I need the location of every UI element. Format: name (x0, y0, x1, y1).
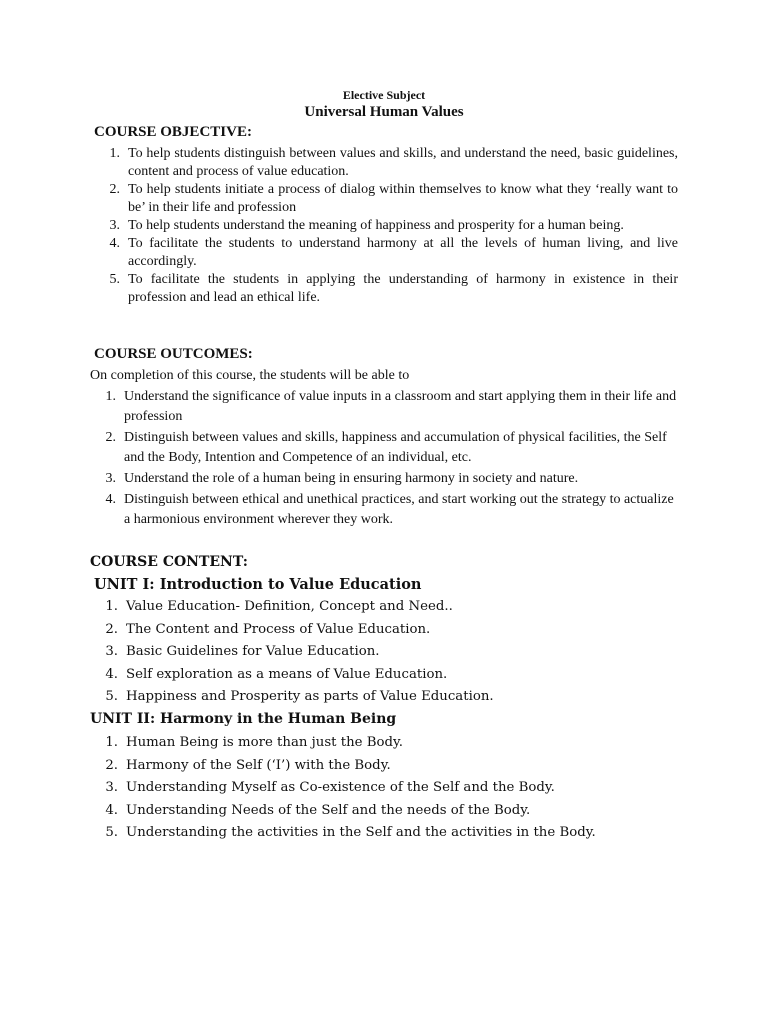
objective-list (96, 145, 678, 307)
list-item: 2. The Content and Process of Value Education. (105, 621, 431, 637)
list-item: 5. Understanding the activities in the Self and the activities in the Body. (105, 825, 596, 841)
unit1-list (94, 596, 694, 709)
list-item: 5. To facilitate the students in applying the understanding of harmony in existence in their profession and lead an ethical life. (109, 272, 678, 305)
outcomes-intro: On completion of this course, the students will be able to (90, 368, 410, 383)
content-heading: COURSE CONTENT: (90, 554, 248, 570)
list-item: 2. Distinguish between values and skills, happiness and accumulation of physical facilities, the Self and the Body, Intention and Competence of an individual, etc. (105, 430, 667, 465)
outcomes-list (92, 387, 678, 531)
unit2-title: UNIT II: Harmony in the Human Being (90, 711, 397, 727)
unit1-title: UNIT I: Introduction to Value Education (94, 576, 422, 593)
objective-heading: COURSE OBJECTIVE: (94, 124, 252, 140)
list-item: 4. To facilitate the students to understand harmony at all the levels of human living, and live accordingly. (109, 236, 678, 269)
list-item: 3. To help students understand the meaning of happiness and prosperity for a human being. (109, 218, 624, 233)
list-item: 1. Human Being is more than just the Body. (105, 735, 404, 750)
list-item: 1. Understand the significance of value inputs in a classroom and start applying them in their life and profession (105, 389, 677, 424)
document-title: Universal Human Values (304, 104, 464, 120)
list-item: 4. Self exploration as a means of Value Education. (105, 666, 448, 682)
outcomes-heading: COURSE OUTCOMES: (94, 346, 253, 362)
list-item: 3. Understand the role of a human being in ensuring harmony in society and nature. (105, 471, 579, 486)
list-item: 1. Value Education- Definition, Concept and Need.. (105, 599, 453, 614)
list-item: 5. Happiness and Prosperity as parts of Value Education. (105, 689, 494, 705)
list-item: 2. To help students initiate a process of dialog within themselves to know what they ‘really want to be’ in their life and profession (109, 182, 678, 215)
list-item: 4. Distinguish between ethical and unethical practices, and start working out the strategy to actualize a harmonious environment wherever they work. (105, 492, 674, 527)
list-item: 4. Understanding Needs of the Self and the needs of the Body. (105, 802, 531, 818)
list-item: 1. To help students distinguish between values and skills, and understand the need, basic guidelines, content and process of value education. (109, 146, 678, 179)
list-item: 3. Basic Guidelines for Value Education. (105, 644, 380, 660)
document-kicker: Elective Subject (342, 88, 426, 102)
list-item: 2. Harmony of the Self (‘I’) with the Body. (105, 757, 391, 773)
unit2-list (94, 732, 694, 845)
list-item: 3. Understanding Myself as Co-existence of the Self and the Body. (105, 780, 555, 796)
